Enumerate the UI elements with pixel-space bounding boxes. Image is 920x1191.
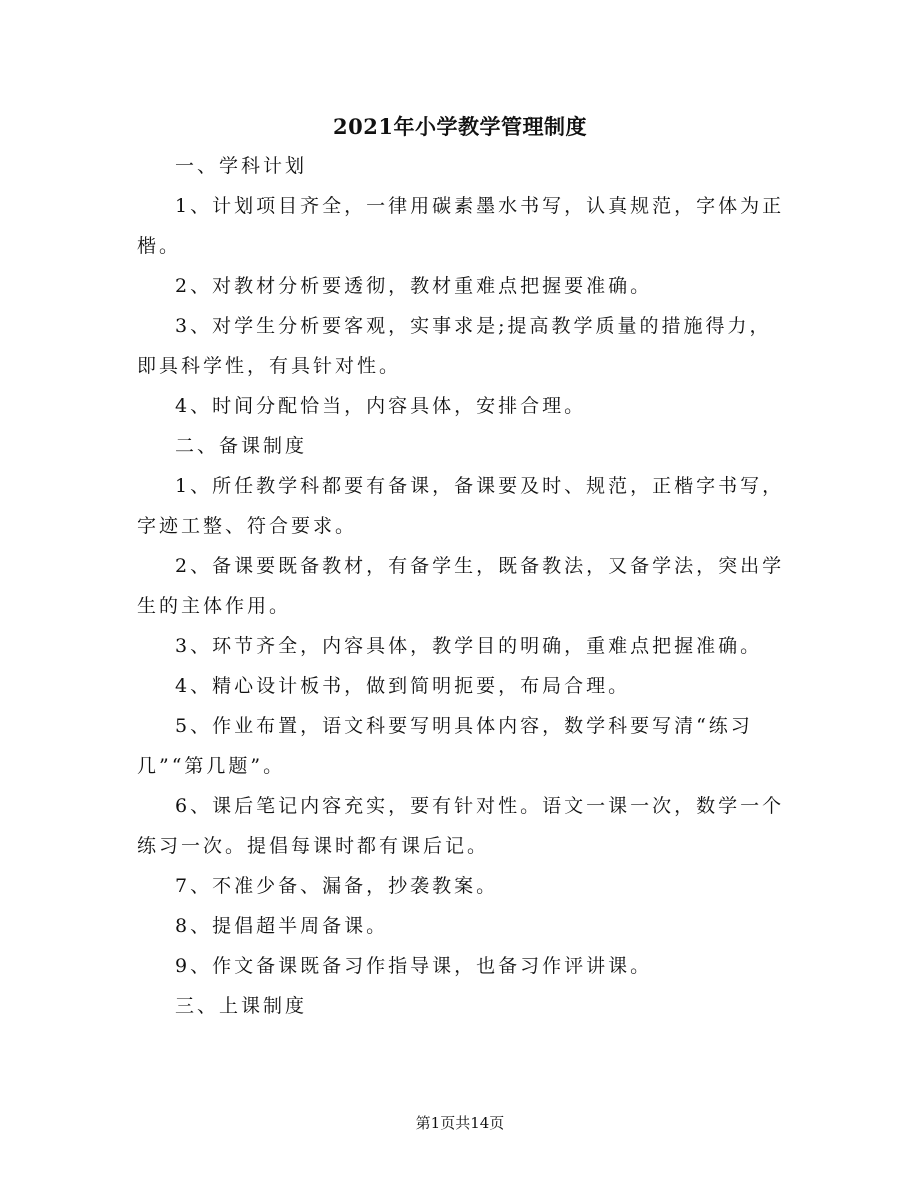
paragraph: 1、所任教学科都要有备课，备课要及时、规范，正楷字书写，字迹工整、符合要求。: [137, 475, 785, 537]
paragraph: 2、备课要既备教材，有备学生，既备教法，又备学法，突出学生的主体作用。: [137, 555, 785, 617]
section-heading: 三、上课制度: [175, 995, 308, 1017]
paragraph: 1、计划项目齐全，一律用碳素墨水书写，认真规范，字体为正楷。: [137, 195, 785, 257]
section-heading: 一、学科计划: [175, 155, 308, 177]
paragraph: 9、作文备课既备习作指导课，也备习作评讲课。: [175, 955, 653, 977]
paragraph: 3、对学生分析要客观，实事求是;提高教学质量的措施得力，即具科学性，有具针对性。: [137, 315, 772, 377]
paragraph: 4、精心设计板书，做到简明扼要，布局合理。: [175, 675, 631, 697]
document-body: [137, 146, 787, 1026]
paragraph: 4、时间分配恰当，内容具体，安排合理。: [175, 395, 587, 417]
document-title: 2021年小学教学管理制度: [333, 114, 587, 139]
paragraph: 7、不准少备、漏备，抄袭教案。: [175, 875, 499, 897]
paragraph: 2、对教材分析要透彻，教材重难点把握要准确。: [175, 275, 653, 297]
page-footer: 第1页共14页: [415, 1114, 505, 1132]
paragraph: 5、作业布置，语文科要写明具体内容，数学科要写清“练习几”“第几题”。: [137, 715, 753, 777]
paragraph: 6、课后笔记内容充实，要有针对性。语文一课一次，数学一个练习一次。提倡每课时都有课后记。: [137, 795, 785, 857]
section-heading: 二、备课制度: [175, 435, 308, 457]
paragraph: 3、环节齐全，内容具体，教学目的明确，重难点把握准确。: [175, 635, 763, 657]
paragraph: 8、提倡超半周备课。: [175, 915, 389, 937]
